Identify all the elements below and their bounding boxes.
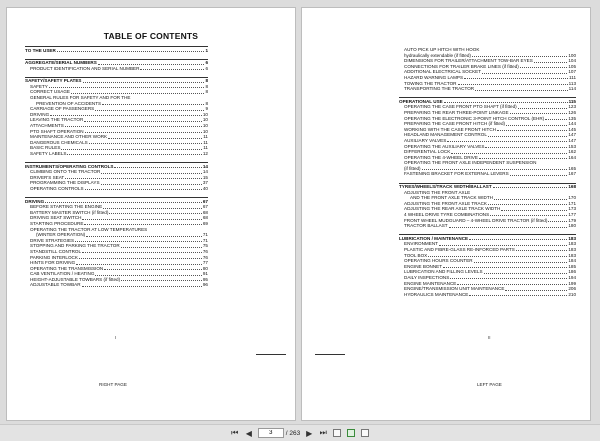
toc-dot-leader bbox=[65, 126, 202, 127]
toc-dot-leader bbox=[444, 102, 568, 103]
toc-entry-title: DRIVING bbox=[25, 198, 45, 204]
right-page bbox=[301, 7, 591, 421]
toc-page-number: 147 bbox=[568, 137, 576, 143]
toc-section bbox=[399, 47, 576, 92]
toc-page-number: 107 bbox=[568, 69, 576, 75]
toc-dot-leader bbox=[104, 269, 202, 270]
toc-dot-leader bbox=[510, 175, 568, 176]
toc-page-number: 194 bbox=[568, 274, 576, 280]
toc-entry-title: MAINTENANCE AND OTHER WORK bbox=[30, 134, 108, 140]
toc-page-number: 75 bbox=[202, 243, 208, 249]
toc-dot-leader bbox=[443, 267, 567, 268]
toc-entry-title: DIFFERENTIAL LOCK bbox=[404, 149, 451, 155]
toc-entry-title: PREPARING THE CASE FRONT HITCH (if fitted) bbox=[404, 121, 506, 127]
toc-entry[interactable] bbox=[25, 282, 208, 288]
toc-heading[interactable] bbox=[399, 234, 576, 241]
toc-entry-title: TRACTOR BALLAST bbox=[404, 223, 448, 229]
toc-dot-leader bbox=[484, 273, 568, 274]
toc-dot-leader bbox=[485, 147, 567, 148]
toc-dot-leader bbox=[102, 104, 204, 105]
toc-entry-title: CARRIAGE OF PASSENGERS bbox=[30, 106, 95, 112]
toc-page-number: 167 bbox=[568, 171, 576, 177]
toc-page-number: 68 bbox=[202, 209, 208, 215]
toc-page-number: 69 bbox=[202, 220, 208, 226]
toc-dot-leader bbox=[472, 56, 567, 57]
toc-entry-title: ENGINE MAINTENANCE bbox=[404, 280, 457, 286]
toc-entry-title: ADJUSTING THE FRONT AXLE bbox=[404, 189, 471, 195]
toc-dot-leader bbox=[510, 113, 568, 114]
toc-page-number: 91 bbox=[202, 271, 208, 277]
toc-dot-leader bbox=[482, 73, 567, 74]
toc-section bbox=[25, 59, 208, 72]
toc-dot-leader bbox=[108, 138, 202, 139]
toc-section bbox=[25, 162, 208, 191]
toc-dot-leader bbox=[49, 87, 205, 88]
toc-page-number: 67 bbox=[202, 204, 208, 210]
toc-entry-title: BASIC RULES bbox=[30, 145, 61, 151]
toc-page-number: 11 bbox=[203, 139, 208, 145]
toc-page-number: 185 bbox=[568, 263, 576, 269]
toc-page-number: 186 bbox=[568, 269, 576, 275]
toc-page-number: 153 bbox=[568, 143, 576, 149]
toc-entry-title: 4 WHEEL DRIVE TYRE COMBINATIONS bbox=[404, 212, 490, 218]
toc-dot-leader bbox=[109, 213, 202, 214]
toc-page-number: 206 bbox=[568, 286, 576, 292]
toc-page-number: 8 bbox=[205, 78, 208, 84]
toc-entry-title: OPERATING HOURS COUNTER bbox=[404, 258, 473, 264]
toc-entry-title: TOOL BOX bbox=[404, 252, 428, 258]
toc-entry-title: (WINTER OPERATION) bbox=[36, 232, 86, 238]
toc-page-number: 9 bbox=[205, 106, 208, 112]
toc-entry-title: OPERATING THE 4-WHEEL DRIVE bbox=[404, 154, 478, 160]
toc-entry-title: PRODUCT IDENTIFICATION AND SERIAL NUMBER bbox=[30, 65, 140, 71]
toc-dot-leader bbox=[75, 241, 202, 242]
toc-entry-title: CORRECT USAGE bbox=[30, 89, 70, 95]
fit-width-icon[interactable] bbox=[346, 428, 356, 438]
toc-entry-title: LUBRICATION / MAINTENANCE bbox=[399, 235, 469, 241]
toc-dot-leader bbox=[422, 169, 568, 170]
toc-dot-leader bbox=[520, 67, 568, 68]
toc-entry-title: ADDITIONAL ELECTRICAL SOCKET bbox=[404, 69, 482, 75]
toc-entry-title: SAFETY/SAFETY PLATES bbox=[25, 78, 82, 84]
toc-entry-title: OPERATING THE ELECTRONIC 3-POINT HITCH CONTROL (EHR) bbox=[404, 115, 545, 121]
toc-entry-title: OPERATING THE TRACTOR AT LOW TEMPERATURES bbox=[30, 226, 148, 232]
toc-page-number: 71 bbox=[202, 232, 208, 238]
toc-entry-title: GENERAL RULES FOR SAFETY AND FOR THE bbox=[30, 95, 131, 101]
toc-dot-leader bbox=[490, 215, 567, 216]
toc-entry-title: TRANSPORTING THE TRACTOR bbox=[404, 86, 475, 92]
toc-dot-leader bbox=[451, 153, 567, 154]
toc-page-number: 183 bbox=[568, 241, 576, 247]
toc-entry-title: PROGRAMMING THE DISPLAYS bbox=[30, 180, 100, 186]
toc-dot-leader bbox=[84, 121, 202, 122]
toc-page-number: 77 bbox=[202, 260, 208, 266]
toc-entry-title: LEAVING THE TRACTOR bbox=[30, 117, 84, 123]
page-caption: LEFT PAGE bbox=[477, 382, 502, 387]
toc-dot-leader bbox=[121, 280, 202, 281]
toc-page-number: 145 bbox=[568, 126, 576, 132]
toc-dot-leader bbox=[61, 149, 202, 150]
toc-dot-leader bbox=[121, 247, 202, 248]
toc-dot-leader bbox=[518, 108, 568, 109]
toc-dot-leader bbox=[45, 202, 202, 203]
toc-entry[interactable] bbox=[399, 171, 576, 177]
toc-entry-title: CAB VENTILATION / HEATING bbox=[30, 271, 95, 277]
toc-dot-leader bbox=[494, 199, 567, 200]
toc-dot-leader bbox=[79, 258, 202, 259]
toc-dot-leader bbox=[450, 278, 567, 279]
toc-entry-title: ENVIRONMENT bbox=[404, 241, 438, 247]
total-pages: / 263 bbox=[285, 429, 301, 437]
toc-dot-leader bbox=[475, 90, 568, 91]
toc-dot-leader bbox=[98, 64, 205, 65]
toc-entry-title: OPERATING THE TRANSMISSION bbox=[30, 265, 104, 271]
toc-page-number: 8 bbox=[205, 83, 208, 89]
toc-entry-title: AND THE FRONT AXLE TRACK WIDTH bbox=[410, 195, 493, 201]
toc-page-number: 11 bbox=[203, 134, 208, 140]
toc-entry[interactable] bbox=[25, 66, 208, 72]
toc-section bbox=[399, 97, 576, 177]
toc-entry[interactable] bbox=[25, 151, 208, 157]
next-page-icon[interactable]: ▶ bbox=[306, 428, 313, 438]
page-marker: II bbox=[488, 335, 491, 340]
toc-title: TABLE OF CONTENTS bbox=[103, 31, 199, 41]
first-page-icon[interactable]: ⏮ bbox=[231, 428, 239, 437]
toc-dot-leader bbox=[84, 224, 201, 225]
toc-page-number: 173 bbox=[568, 206, 576, 212]
toc-dot-leader bbox=[86, 236, 202, 237]
toc-entry-title: ADJUSTING THE FRONT AXLE TRACK bbox=[404, 200, 487, 206]
toc-list-right bbox=[399, 47, 576, 297]
toc-dot-leader bbox=[493, 187, 568, 188]
toc-entry-title: DRIVE STRATEGIES bbox=[30, 237, 75, 243]
current-page-input[interactable] bbox=[258, 428, 284, 438]
toc-page-number: 177 bbox=[568, 212, 576, 218]
toc-entry-title: FRONT WHEEL MUDGUARD – 4-WHEEL DRIVE TRACTOR (if fitted) bbox=[404, 217, 548, 223]
toc-dot-leader bbox=[439, 245, 567, 246]
toc-entry-title: BEFORE STARTING THE ENGINE bbox=[30, 204, 103, 210]
toc-dot-leader bbox=[545, 119, 567, 120]
toc-dot-leader bbox=[65, 178, 202, 179]
page-toolbar bbox=[0, 424, 600, 441]
toc-entry-title: ENGINE BONNET bbox=[404, 263, 443, 269]
page-navigator bbox=[258, 428, 300, 438]
toc-page-number: 199 bbox=[568, 280, 576, 286]
toc-page-number: 76 bbox=[202, 254, 208, 260]
toc-page-number: 6 bbox=[205, 60, 208, 66]
toc-page-number: 171 bbox=[568, 200, 576, 206]
toc-entry-title: LUBRICATION AND FILLING LEVELS bbox=[404, 269, 483, 275]
toc-dot-leader bbox=[50, 115, 202, 116]
toc-dot-leader bbox=[76, 264, 202, 265]
toc-entry-title: PREVENTION OF ACCIDENTS bbox=[36, 100, 102, 106]
toc-entry-title: OPERATING THE CASE FRONT PTO SHAFT (if fitted) bbox=[404, 104, 517, 110]
fit-page-icon[interactable] bbox=[332, 428, 342, 438]
toc-page-number: 164 bbox=[568, 154, 576, 160]
toc-page-number: 114 bbox=[568, 86, 576, 92]
toc-entry-title: WORKING WITH THE CASE FRONT HITCH bbox=[404, 126, 496, 132]
signature-line bbox=[256, 354, 286, 355]
toc-page-number: 170 bbox=[568, 195, 576, 201]
toc-page-number: 10 bbox=[202, 111, 208, 117]
toc-page-number: 37 bbox=[202, 180, 208, 186]
toc-page-number: 210 bbox=[568, 291, 576, 297]
toc-entry-title: HYDRAULICS MAINTENANCE bbox=[404, 291, 469, 297]
toc-page-number: 144 bbox=[568, 121, 576, 127]
toc-dot-leader bbox=[469, 239, 567, 240]
toc-dot-leader bbox=[457, 284, 567, 285]
toc-dot-leader bbox=[488, 204, 567, 205]
toc-dot-leader bbox=[82, 252, 202, 253]
toc-page-number: 183 bbox=[568, 247, 576, 252]
toc-entry-title: INSTRUMENTS/OPERATING CONTROLS bbox=[25, 163, 114, 169]
toc-dot-leader bbox=[140, 69, 204, 70]
toc-page-number: 40 bbox=[202, 185, 208, 191]
toc-heading[interactable] bbox=[25, 59, 208, 66]
toc-dot-leader bbox=[82, 286, 202, 287]
toc-dot-leader bbox=[85, 189, 202, 190]
toc-page-number: 95 bbox=[202, 276, 208, 282]
toc-entry-title: OPERATING THE AUXILIARY VALVES bbox=[404, 143, 485, 149]
toc-entry-title: TYRES/WHEELS/TRACK WIDTH/BALLAST bbox=[399, 184, 492, 190]
toc-entry-title: FASTENING BRACKET FOR EXTERNAL LEVERS bbox=[404, 171, 509, 177]
toc-page-number: 180 bbox=[568, 223, 576, 229]
toc-entry-title: OPERATIONAL USE bbox=[399, 98, 443, 104]
toc-entry-title: DRIVING SEAT SWITCH bbox=[30, 215, 82, 221]
page-caption: RIGHT PAGE bbox=[99, 382, 127, 387]
toc-entry[interactable] bbox=[399, 292, 576, 298]
toc-section bbox=[399, 183, 576, 229]
toc-entry-title: HEIGHT-ADJUSTABLE TOWBARS (if fitted) bbox=[30, 276, 121, 282]
toc-dot-leader bbox=[449, 227, 568, 228]
toc-entry-title: BATTERY MASTER SWITCH (if fitted) bbox=[30, 209, 109, 215]
toc-dot-leader bbox=[57, 51, 205, 52]
toc-dot-leader bbox=[479, 158, 567, 159]
toc-dot-leader bbox=[501, 210, 567, 211]
toc-page-number: 14 bbox=[202, 163, 208, 169]
toc-entry-title: OPERATING CONTROLS bbox=[30, 185, 84, 191]
toc-page-number: 71 bbox=[202, 237, 208, 243]
toc-entry-title: AGGREGATE/SERIAL NUMBERS bbox=[25, 60, 97, 66]
toc-entry-title: PTO SHAFT OPERATION bbox=[30, 128, 84, 134]
toc-page-number: 8 bbox=[205, 100, 208, 106]
toc-dot-leader bbox=[95, 275, 201, 276]
toc-entry-title: HAZARD WARNING LAMPS bbox=[404, 74, 464, 80]
toc-page-number: 111 bbox=[569, 74, 576, 80]
toc-dot-leader bbox=[447, 141, 567, 142]
toc-page-number: 123 bbox=[568, 104, 576, 110]
toc-dot-leader bbox=[82, 219, 201, 220]
toc-page-number: 184 bbox=[568, 258, 576, 264]
toc-entry-title: DRIVING bbox=[30, 111, 50, 117]
toc-page-number: 12 bbox=[202, 151, 208, 156]
toc-dot-leader bbox=[114, 167, 201, 168]
toc-section bbox=[25, 197, 208, 288]
toc-page-number: 135 bbox=[568, 115, 576, 121]
toc-page-number: 8 bbox=[205, 89, 208, 95]
toc-dot-leader bbox=[534, 62, 568, 63]
toc-page-number: 113 bbox=[568, 80, 576, 86]
toc-page-number: 104 bbox=[568, 58, 576, 64]
toc-dot-leader bbox=[103, 208, 202, 209]
toc-dot-leader bbox=[464, 78, 568, 79]
toc-dot-leader bbox=[458, 84, 568, 85]
toc-page-number: 68 bbox=[202, 215, 208, 221]
toc-dot-leader bbox=[505, 290, 567, 291]
toc-entry[interactable] bbox=[399, 86, 576, 92]
toc-page-number: 96 bbox=[202, 282, 208, 288]
toc-page-number: 105 bbox=[568, 63, 576, 69]
toc-dot-leader bbox=[506, 125, 567, 126]
toc-page-number: 10 bbox=[202, 128, 208, 134]
toc-dot-leader bbox=[428, 256, 567, 257]
toc-entry-title: TOWING THE TRACTOR bbox=[404, 80, 457, 86]
toc-entry[interactable] bbox=[399, 223, 576, 229]
toc-page-number: 10 bbox=[202, 123, 208, 129]
left-page bbox=[6, 7, 296, 421]
toc-page-number: 6 bbox=[205, 65, 208, 71]
toc-entry-title: DRIVER'S SEAT bbox=[30, 174, 65, 180]
prev-page-icon[interactable]: ◀ bbox=[245, 428, 252, 438]
toc-page-number: 115 bbox=[568, 98, 576, 104]
toc-entry-title: (if fitted) bbox=[404, 165, 421, 171]
toc-entry-title: STOPPING AND PARKING THE TRACTOR bbox=[30, 243, 120, 249]
toc-page-number: 67 bbox=[202, 198, 208, 204]
toc-heading[interactable] bbox=[399, 183, 576, 190]
toc-entry-title: TO THE USER bbox=[25, 47, 56, 53]
signature-line bbox=[315, 354, 345, 355]
toc-entry-title: DAILY INSPECTIONS bbox=[404, 274, 450, 280]
toc-page-number: 76 bbox=[202, 248, 208, 254]
toc-page-number: 165 bbox=[568, 165, 576, 171]
toc-entry-title: hydraulically extendable (if fitted) bbox=[404, 52, 471, 58]
toc-page-number: 10 bbox=[202, 117, 208, 123]
toc-dot-leader bbox=[548, 221, 567, 222]
toc-dot-leader bbox=[71, 93, 204, 94]
toc-heading[interactable] bbox=[25, 77, 208, 84]
toc-entry-title: AUTO PICK UP HITCH WITH HOOK bbox=[404, 47, 480, 52]
toc-dot-leader bbox=[474, 262, 568, 263]
toc-heading[interactable] bbox=[25, 46, 208, 53]
toc-dot-leader bbox=[101, 173, 202, 174]
toc-entry-title: CONNECTIONS FOR TRAILER BRAKE LINES (if fitted) bbox=[404, 63, 519, 69]
toc-page-number: 100 bbox=[568, 52, 576, 58]
toc-dot-leader bbox=[101, 184, 202, 185]
toc-entry-title: ATTACHMENTS bbox=[30, 123, 64, 129]
toc-entry-title: HINTS FOR DRIVING bbox=[30, 260, 76, 266]
toc-heading[interactable] bbox=[25, 197, 208, 204]
toc-page-number: 11 bbox=[203, 145, 208, 151]
toc-list-left bbox=[25, 46, 208, 288]
toc-page-number: 183 bbox=[568, 235, 576, 241]
toc-entry-title: DIMENSIONS FOR TRAILER/ATTACHMENT TOW-BAR EYES bbox=[404, 58, 533, 64]
toc-entry-title: PARKING INTERLOCK bbox=[30, 254, 78, 260]
toc-heading[interactable] bbox=[399, 97, 576, 104]
toc-entry-title: ADJUSTABLE TOWBAR bbox=[30, 282, 81, 288]
toc-dot-leader bbox=[488, 136, 567, 137]
toc-dot-leader bbox=[85, 132, 202, 133]
toc-page-number: 147 bbox=[568, 132, 576, 138]
toc-entry-title: OPERATING THE FRONT AXLE INDEPENDENT SUSPENSION bbox=[404, 160, 537, 166]
last-page-icon[interactable]: ⏭ bbox=[319, 428, 327, 437]
toc-entry-title: DANGEROUS CHEMICALS bbox=[30, 139, 88, 145]
toc-entry-title: ADJUSTING THE REAR AXLE TRACK WIDTH bbox=[404, 206, 501, 212]
toc-entry-title: STARTING PROCEDURE bbox=[30, 220, 84, 226]
toc-entry-title: PLASTIC AND FIBRE-GLASS RE-INFORCED PARTS bbox=[404, 247, 515, 252]
rotate-icon[interactable] bbox=[360, 428, 370, 438]
toc-entry-title: STANDSTILL CONTROL bbox=[30, 248, 82, 254]
toc-page-number: 168 bbox=[568, 184, 576, 190]
toc-section bbox=[25, 77, 208, 157]
toc-page-number: 1 bbox=[205, 47, 208, 53]
toc-dot-leader bbox=[516, 250, 567, 251]
toc-dot-leader bbox=[497, 130, 567, 131]
toc-page-number: 162 bbox=[568, 149, 576, 155]
toc-entry[interactable] bbox=[25, 186, 208, 192]
toc-dot-leader bbox=[95, 110, 204, 111]
toc-page-number: 179 bbox=[568, 217, 576, 223]
toc-page-number: 15 bbox=[202, 174, 208, 180]
toc-entry-title: SAFETY LABELS bbox=[30, 151, 67, 156]
toc-dot-leader bbox=[89, 143, 203, 144]
toc-page-number: 80 bbox=[202, 265, 208, 271]
toc-page-number: 183 bbox=[568, 252, 576, 258]
toc-page-number: 14 bbox=[202, 169, 208, 175]
toc-heading[interactable] bbox=[25, 162, 208, 169]
toc-section bbox=[399, 234, 576, 297]
toc-dot-leader bbox=[67, 154, 201, 155]
toc-section bbox=[25, 46, 208, 53]
toc-dot-leader bbox=[83, 82, 205, 83]
toc-entry-title: AUXILIARY VALVES bbox=[404, 137, 447, 143]
toc-entry-title: HEADLAND MANAGEMENT CONTROL bbox=[404, 132, 487, 138]
toc-dot-leader bbox=[469, 295, 567, 296]
toc-page-number: 126 bbox=[568, 109, 576, 115]
toc-entry-title: CLIMBING ONTO THE TRACTOR bbox=[30, 169, 101, 175]
toc-entry-title: SAFETY bbox=[30, 83, 48, 89]
page-marker: I bbox=[115, 335, 117, 340]
toc-entry-title: PREPARING THE REAR THREE-POINT LINKAGE bbox=[404, 109, 509, 115]
toc-entry-title: ENGINE/TRANSMISSION UNIT MAINTENANCE bbox=[404, 286, 505, 292]
